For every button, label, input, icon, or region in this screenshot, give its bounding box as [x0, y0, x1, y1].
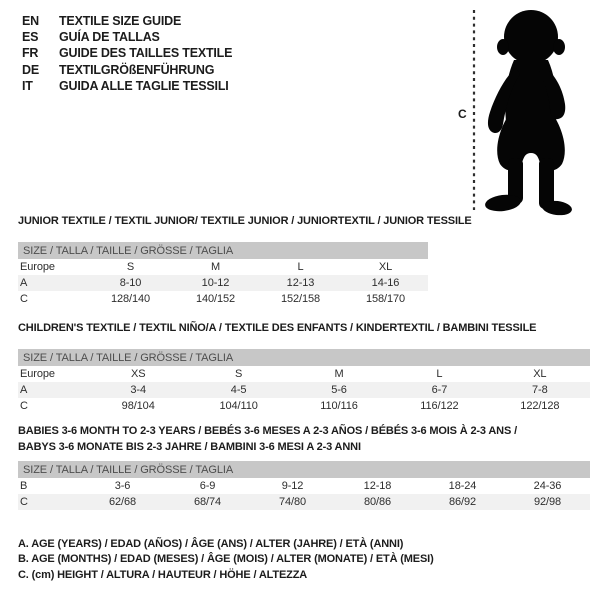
value-cell: 5-6: [331, 384, 347, 396]
size-header-bar: [18, 242, 428, 259]
value-cell: 3-4: [130, 384, 146, 396]
language-row-es: [22, 29, 232, 45]
value-cell: 62/68: [108, 496, 137, 508]
language-code: IT: [22, 78, 33, 93]
row-label: C: [20, 293, 28, 305]
size-cell: S: [126, 261, 135, 273]
value-cell: 92/98: [533, 496, 562, 508]
size-cell: S: [234, 368, 243, 380]
value-cell: 110/116: [320, 400, 358, 412]
language-title: GUIDE DES TAILLES TEXTILE: [59, 46, 233, 61]
language-row-it: [22, 78, 232, 94]
value-cell: 74/80: [278, 496, 307, 508]
value-cell: 7-8: [532, 384, 548, 396]
size-cell: XS: [130, 368, 146, 380]
value-cell: 24-36: [533, 480, 562, 492]
size-cell: XL: [533, 368, 547, 380]
height-measure-label: C: [458, 107, 467, 121]
value-cell: 86/92: [448, 496, 477, 508]
row-label: C: [20, 496, 28, 508]
children-size-table: [18, 349, 590, 414]
value-cell: 68/74: [193, 496, 222, 508]
language-code: EN: [22, 14, 39, 28]
note-b: B. AGE (MONTHS) / EDAD (MESES) / ÂGE (MOIS) / ALTER (MONATE) / ETÀ (MESI): [18, 553, 434, 566]
size-header-text: SIZE / TALLA / TAILLE / GRÖSSE / TAGLIA: [23, 351, 234, 364]
language-code: FR: [22, 46, 39, 61]
table-row-age: [18, 275, 428, 291]
value-cell: 104/110: [219, 400, 258, 412]
note-c: C. (cm) HEIGHT / ALTURA / HAUTEUR / HÖHE / ALTEZZA: [18, 568, 308, 581]
table-row-height: [18, 291, 428, 307]
section-title-children: CHILDREN'S TEXTILE / TEXTIL NIÑO/A / TEXTILE DES ENFANTS / KINDERTEXTIL / BAMBINI TESSILE: [18, 322, 537, 334]
language-title: TEXTILGRÖßENFÜHRUNG: [59, 62, 215, 77]
value-cell: 116/122: [420, 400, 459, 412]
row-label: Europe: [20, 261, 55, 273]
table-row-age: [18, 382, 590, 398]
value-cell: 128/140: [110, 293, 151, 305]
language-code: DE: [22, 62, 39, 77]
value-cell: 98/104: [121, 400, 155, 412]
language-row-fr: [22, 45, 232, 61]
section-title-babies: [18, 424, 578, 455]
baby-silhouette-figure: [470, 6, 576, 216]
language-row-de: [22, 62, 232, 78]
row-label: C: [20, 400, 28, 412]
value-cell: 80/86: [363, 496, 392, 508]
section-title-babies-line2: BABYS 3-6 MONATE BIS 2-3 JAHRE / BAMBINI 3-6 MESI A 2-3 ANNI: [18, 440, 361, 453]
value-cell: 12-18: [363, 480, 392, 492]
size-header-text: SIZE / TALLA / TAILLE / GRÖSSE / TAGLIA: [23, 244, 234, 257]
size-cell: M: [210, 261, 221, 273]
value-cell: 152/158: [280, 293, 321, 305]
value-cell: 8-10: [119, 277, 142, 289]
section-title-babies-line1: BABIES 3-6 MONTH TO 2-3 YEARS / BEBÉS 3-6 MESES A 2-3 AÑOS / BÉBÉS 3-6 MOIS À 2-3 ANS /: [18, 425, 517, 437]
table-row-height: [18, 398, 590, 414]
row-label: B: [20, 480, 28, 492]
value-cell: 158/170: [365, 293, 406, 305]
row-label: Europe: [20, 368, 55, 380]
value-cell: 122/128: [520, 400, 560, 412]
size-header-bar: [18, 461, 590, 478]
language-code: ES: [22, 30, 39, 45]
table-row-height: [18, 494, 590, 510]
table-row-europe: [18, 366, 590, 382]
size-cell: XL: [378, 261, 393, 273]
baby-silhouette: [484, 10, 573, 216]
language-title-list: [22, 13, 232, 94]
section-title-junior: JUNIOR TEXTILE / TEXTIL JUNIOR/ TEXTILE JUNIOR / JUNIORTEXTIL / JUNIOR TESSILE: [18, 215, 472, 227]
size-cell: L: [297, 261, 304, 273]
value-cell: 140/152: [195, 293, 236, 305]
row-label: A: [20, 277, 28, 289]
size-cell: M: [334, 368, 344, 380]
legend-notes: [18, 537, 434, 583]
junior-size-table: [18, 242, 428, 307]
value-cell: 4-5: [230, 384, 247, 396]
value-cell: 6-9: [199, 480, 216, 492]
value-cell: 3-6: [114, 480, 131, 492]
value-cell: 6-7: [431, 384, 448, 396]
value-cell: 12-13: [286, 277, 315, 289]
value-cell: 18-24: [448, 480, 477, 492]
value-cell: 9-12: [281, 480, 304, 492]
table-row-months: [18, 478, 590, 494]
row-label: A: [20, 384, 28, 396]
language-title: GUIDA ALLE TAGLIE TESSILI: [59, 78, 229, 93]
language-title: GUÍA DE TALLAS: [59, 30, 160, 45]
language-row-en: [22, 13, 232, 29]
table-row-europe: [18, 259, 428, 275]
value-cell: 10-12: [201, 277, 230, 289]
size-header-bar: [18, 349, 590, 366]
language-title: TEXTILE SIZE GUIDE: [59, 14, 182, 28]
size-header-text: SIZE / TALLA / TAILLE / GRÖSSE / TAGLIA: [23, 463, 234, 476]
babies-size-table: [18, 461, 590, 510]
size-cell: L: [436, 368, 443, 380]
value-cell: 14-16: [371, 277, 400, 289]
note-a: A. AGE (YEARS) / EDAD (AÑOS) / ÂGE (ANS) / ALTER (JAHRE) / ETÀ (ANNI): [18, 538, 404, 550]
